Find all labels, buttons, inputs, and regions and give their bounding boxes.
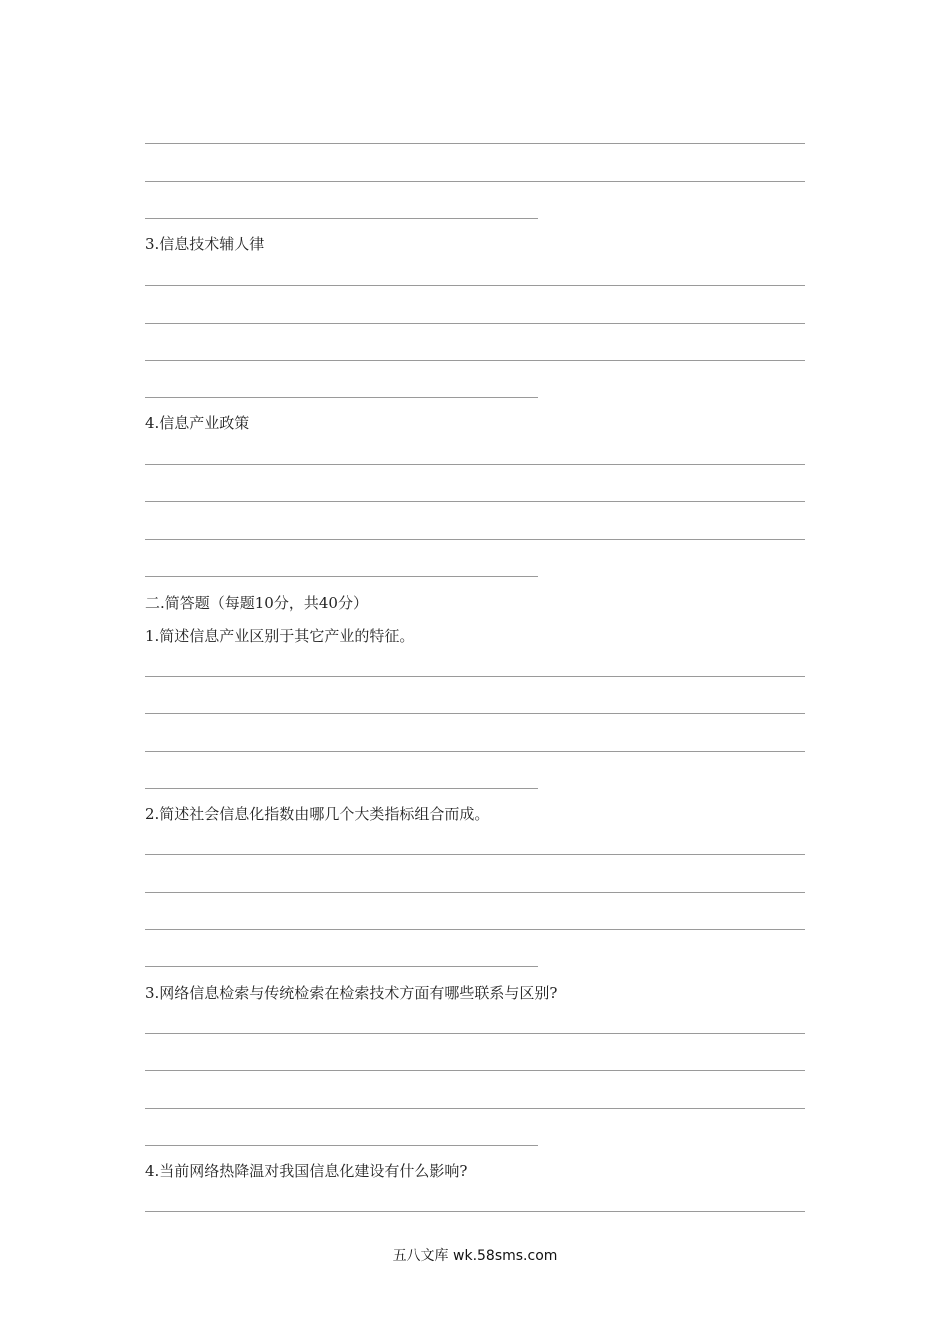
footer-watermark: 五八文库 wk.58sms.com (392, 1248, 558, 1264)
answer-line (145, 539, 805, 540)
question-3: 3.网络信息检索与传统检索在检索技术方面有哪些联系与区别? (145, 984, 558, 1002)
answer-line (145, 788, 538, 789)
answer-line (145, 360, 805, 361)
answer-line (145, 218, 538, 219)
section-heading: 二.简答题（每题10分，共40分） (145, 594, 368, 612)
answer-line (145, 751, 805, 752)
answer-line (145, 676, 805, 677)
answer-line (145, 323, 805, 324)
answer-line (145, 285, 805, 286)
answer-line (145, 576, 538, 577)
answer-line (145, 1070, 805, 1071)
answer-line (145, 929, 805, 930)
answer-line (145, 1145, 538, 1146)
term-4-heading: 4.信息产业政策 (145, 414, 250, 432)
answer-line (145, 1211, 805, 1212)
answer-line (145, 1033, 805, 1034)
term-3-heading: 3.信息技术辅人律 (145, 235, 265, 253)
answer-line (145, 397, 538, 398)
answer-line (145, 892, 805, 893)
answer-line (145, 966, 538, 967)
answer-line (145, 181, 805, 182)
answer-line (145, 464, 805, 465)
answer-line (145, 854, 805, 855)
answer-line (145, 713, 805, 714)
answer-line (145, 1108, 805, 1109)
answer-line (145, 501, 805, 502)
question-1: 1.简述信息产业区别于其它产业的特征。 (145, 627, 415, 645)
answer-line (145, 143, 805, 144)
question-2: 2.简述社会信息化指数由哪几个大类指标组合而成。 (145, 805, 490, 823)
question-4: 4.当前网络热降温对我国信息化建设有什么影响? (145, 1162, 468, 1180)
